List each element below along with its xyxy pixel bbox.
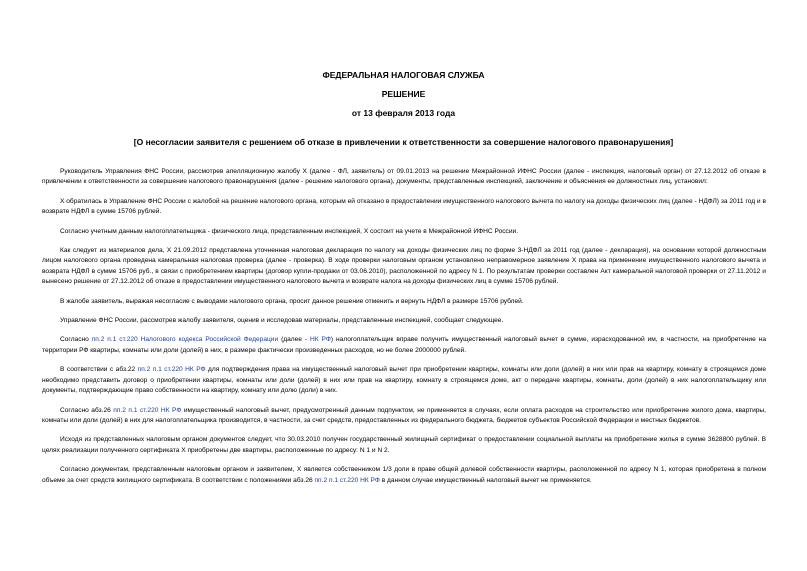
paragraph-text: Как следует из материалов дела, Х 21.09.2012 представлена уточненная налоговая декларация по налогу на доходы физических лиц по форме 3-НДФЛ за 2011 год (далее - декларация), на основании которой должностным лицом налогового органа проведена камеральная налоговая проверка (далее - проверка). В ходе проверки налоговым органом установлено неправомерное заявление Х права на применение имущественного налогового вычета и возврата НДФЛ в сумме 15706 руб., в связи с приобретением квартиры (договор купли-продажи от 03.06.2010), расположенной по адресу N 1. По результатам проверки составлен Акт камеральной налоговой проверки от 27.11.2012 и вынесено решение от 27.12.2012 об отказе в предоставлении имущественного налогового вычета и возврате налога на доходы физических лиц в сумме 15706 рублей. — [42, 247, 766, 286]
legal-reference-link[interactable]: пп.2 п.1 ст.220 Налогового кодекса Российской Федерации — [91, 336, 279, 344]
paragraph — [42, 227, 766, 237]
paragraph-text: Управление ФНС России, рассмотрев жалобу заявителя, оценив и исследовав материалы, представленные инспекцией, сообщает следующее. — [60, 317, 504, 325]
paragraph-text: в данном случае имущественный налоговый вычет не применяется. — [379, 476, 592, 484]
document-body — [42, 167, 766, 495]
paragraph — [42, 465, 766, 486]
paragraph — [42, 197, 766, 218]
paragraph-text: для подтверждения права на имущественный налоговый вычет при приобретении квартиры, комнаты или доли (долей) в них или прав на квартиру, комнату в строящемся доме необходимо представить договор о приобретении квартиры, комнаты или доли (долей) в них или прав на квартиру, комнату в строящемся доме, акт о передаче квартиры, комнаты, доли (долей) в них налогоплательщику или документы, подтверждающие право собственности на квартиру, комнату или долю (доли) в них. — [42, 366, 766, 395]
document-date: от 13 февраля 2013 года — [351, 108, 456, 118]
paragraph-text: ) налогоплательщик вправе получить имущественный налоговый вычет в сумме, израсходованной им, в частности, на приобретение на территории РФ квартиры, комнаты или доли (долей) в них, в размере фактически произведенных расходов, но не более 2000000 рублей. — [42, 336, 766, 354]
paragraph-text: Согласно абз.26 — [60, 406, 114, 414]
paragraph — [42, 167, 766, 188]
paragraph-text: имущественный налоговый вычет, предусмотренный данным подпунктом, не применяется в случаях, если оплата расходов на строительство или приобретение жилого дома, квартиры, комнаты или доли (долей) в них для налогоплательщика производится, в частности, за счет средств, предоставленных из федерального бюджета, бюджетов субъектов Российской Федерации и местных бюджетов. — [42, 406, 766, 424]
paragraph — [42, 435, 766, 456]
paragraph-text: В жалобе заявитель, выражая несогласие с выводами налогового органа, просит данное решение отменить и вернуть НДФЛ в размере 15706 рублей. — [60, 297, 524, 305]
legal-reference-link[interactable]: пп.2 п.1 ст.220 НК РФ — [113, 406, 182, 414]
paragraph — [42, 365, 766, 396]
paragraph — [42, 297, 766, 307]
legal-reference-link[interactable]: НК РФ — [310, 336, 331, 344]
document-kind: РЕШЕНИЕ — [381, 89, 426, 99]
organization-title: ФЕДЕРАЛЬНАЯ НАЛОГОВАЯ СЛУЖБА — [322, 70, 485, 80]
paragraph — [42, 246, 766, 288]
paragraph-text: Согласно документам, представленным налоговым органом и заявителем, Х является собственником 1/3 доли в праве общей долевой собственности квартиры, расположенной по адресу N 1, которая приобретена в полном объеме за счет средств жилищного сертификата. В соответствии с положениями абз.26 — [42, 466, 766, 484]
paragraph — [42, 316, 766, 326]
paragraph-text: Согласно — [60, 336, 92, 344]
paragraph-text: Согласно учетным данным налогоплательщика - физического лица, представленным инспекцией, Х состоит на учете в Межрайонной ИФНС России. — [60, 227, 519, 235]
paragraph-text: Х обратилась в Управление ФНС России с жалобой на решение налогового органа, которым ей отказано в предоставлении имущественного налогового вычета по налогу на доходы физических лиц (далее - НДФЛ) за 2011 год и в возврате НДФЛ в сумме 15706 рублей. — [42, 197, 766, 216]
legal-reference-link[interactable]: пп.2 п.1 ст.220 НК РФ — [137, 366, 206, 374]
paragraph-text: В соответствии с абз.22 — [60, 366, 138, 374]
paragraph-text: Руководитель Управления ФНС России, рассмотрев апелляционную жалобу Х (далее - ФЛ, заявитель) от 09.01.2013 на решение Межрайонной ИФНС России (далее - инспекция, налоговый орган) от 27.12.2012 об отказе в привлечении к ответственности за совершение налогового правонарушения (далее - решение налогового органа), документы, представленные инспекцией, заключение и объяснения ее должностных лиц, установил: — [42, 168, 766, 186]
document-subject: [О несогласии заявителя с решением об отказе в привлечении к ответственности за совершение налогового правонарушения] — [133, 137, 674, 147]
paragraph-text: (далее - — [278, 336, 311, 344]
paragraph — [42, 406, 766, 427]
legal-reference-link[interactable]: пп.2 п.1 ст.220 НК РФ — [314, 476, 380, 484]
paragraph-text: Исходя из представленных налоговым органом документов следует, что 30.03.2010 получен государственный жилищный сертификат о предоставлении социальной выплаты на приобретение жилья в сумме 3628800 рублей. В целях реализации полученного сертификата Х приобретены две квартиры, расположенные по адресу: N 1 и N 2. — [42, 436, 766, 454]
paragraph — [42, 335, 766, 356]
